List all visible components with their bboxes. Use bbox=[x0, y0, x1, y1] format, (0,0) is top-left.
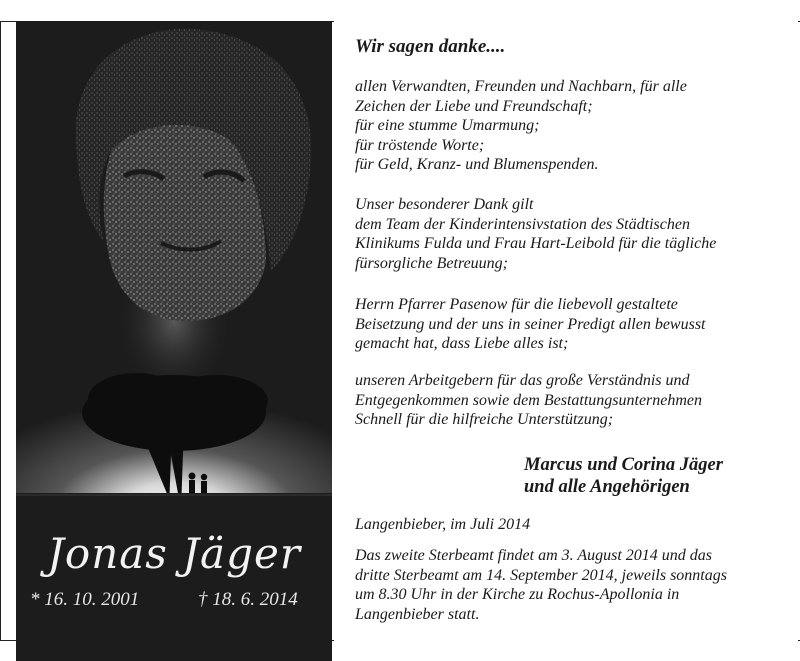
text-line: für eine stumme Umarmung; bbox=[355, 117, 540, 134]
text-line: allen Verwandten, Freunden und Nachbarn, für alle bbox=[355, 78, 687, 95]
birth-date: * 16. 10. 2001 bbox=[30, 589, 140, 610]
death-date: † 18. 6. 2014 bbox=[198, 589, 298, 610]
deceased-name: Jonas Jäger bbox=[47, 529, 301, 578]
text-line: Unser besonderer Dank gilt bbox=[355, 196, 534, 213]
thanks-block-2 bbox=[355, 195, 785, 273]
text-line: Das zweite Sterbeamt findet am 3. August 2014 und das bbox=[355, 547, 713, 564]
signature bbox=[524, 454, 784, 498]
signature-line: Marcus und Corina Jäger bbox=[524, 455, 723, 475]
heading: Wir sagen danke.... bbox=[355, 36, 506, 57]
text-line: Herrn Pfarrer Pasenow für die liebevoll gestaltete bbox=[355, 296, 678, 313]
signature-line: und alle Angehörigen bbox=[524, 477, 690, 497]
text-line: Beisetzung und der uns in seiner Predigt allen bewusst bbox=[355, 315, 706, 333]
text-line: dem Team der Kinderintensivstation des Städtischen bbox=[355, 215, 690, 233]
memorial-notice bbox=[355, 546, 785, 624]
text-line: dritte Sterbeamt am 14. September 2014, jeweils sonntags bbox=[355, 566, 727, 584]
text-line: Schnell für die hilfreiche Unterstützung; bbox=[355, 411, 614, 428]
text-line: gemacht hat, dass Liebe alles ist; bbox=[355, 335, 569, 352]
text-line: Entgegenkommen sowie dem Bestattungsunternehmen bbox=[355, 391, 703, 409]
text-line: Zeichen der Liebe und Freundschaft; bbox=[355, 97, 593, 115]
text-line: für Geld, Kranz- und Blumenspenden. bbox=[355, 156, 599, 173]
thanks-block-4 bbox=[355, 371, 785, 430]
text-line: für tröstende Worte; bbox=[355, 136, 485, 154]
text-line: fürsorgliche Betreuung; bbox=[355, 254, 509, 272]
text-line: um 8.30 Uhr in der Kirche zu Rochus-Apollonia in bbox=[355, 586, 680, 603]
text-line: unseren Arbeitgebern für das große Verständnis und bbox=[355, 372, 690, 389]
memorial-image-panel bbox=[16, 21, 332, 661]
text-line: Klinikums Fulda und Frau Hart-Leibold für die tägliche bbox=[355, 235, 717, 252]
text-panel bbox=[334, 21, 798, 641]
thanks-block-3 bbox=[355, 295, 785, 354]
text-line: Langenbieber statt. bbox=[355, 605, 480, 623]
thanks-block-1 bbox=[355, 77, 785, 175]
tree-canopy-right bbox=[164, 375, 268, 427]
place-date: Langenbieber, im Juli 2014 bbox=[355, 516, 531, 533]
